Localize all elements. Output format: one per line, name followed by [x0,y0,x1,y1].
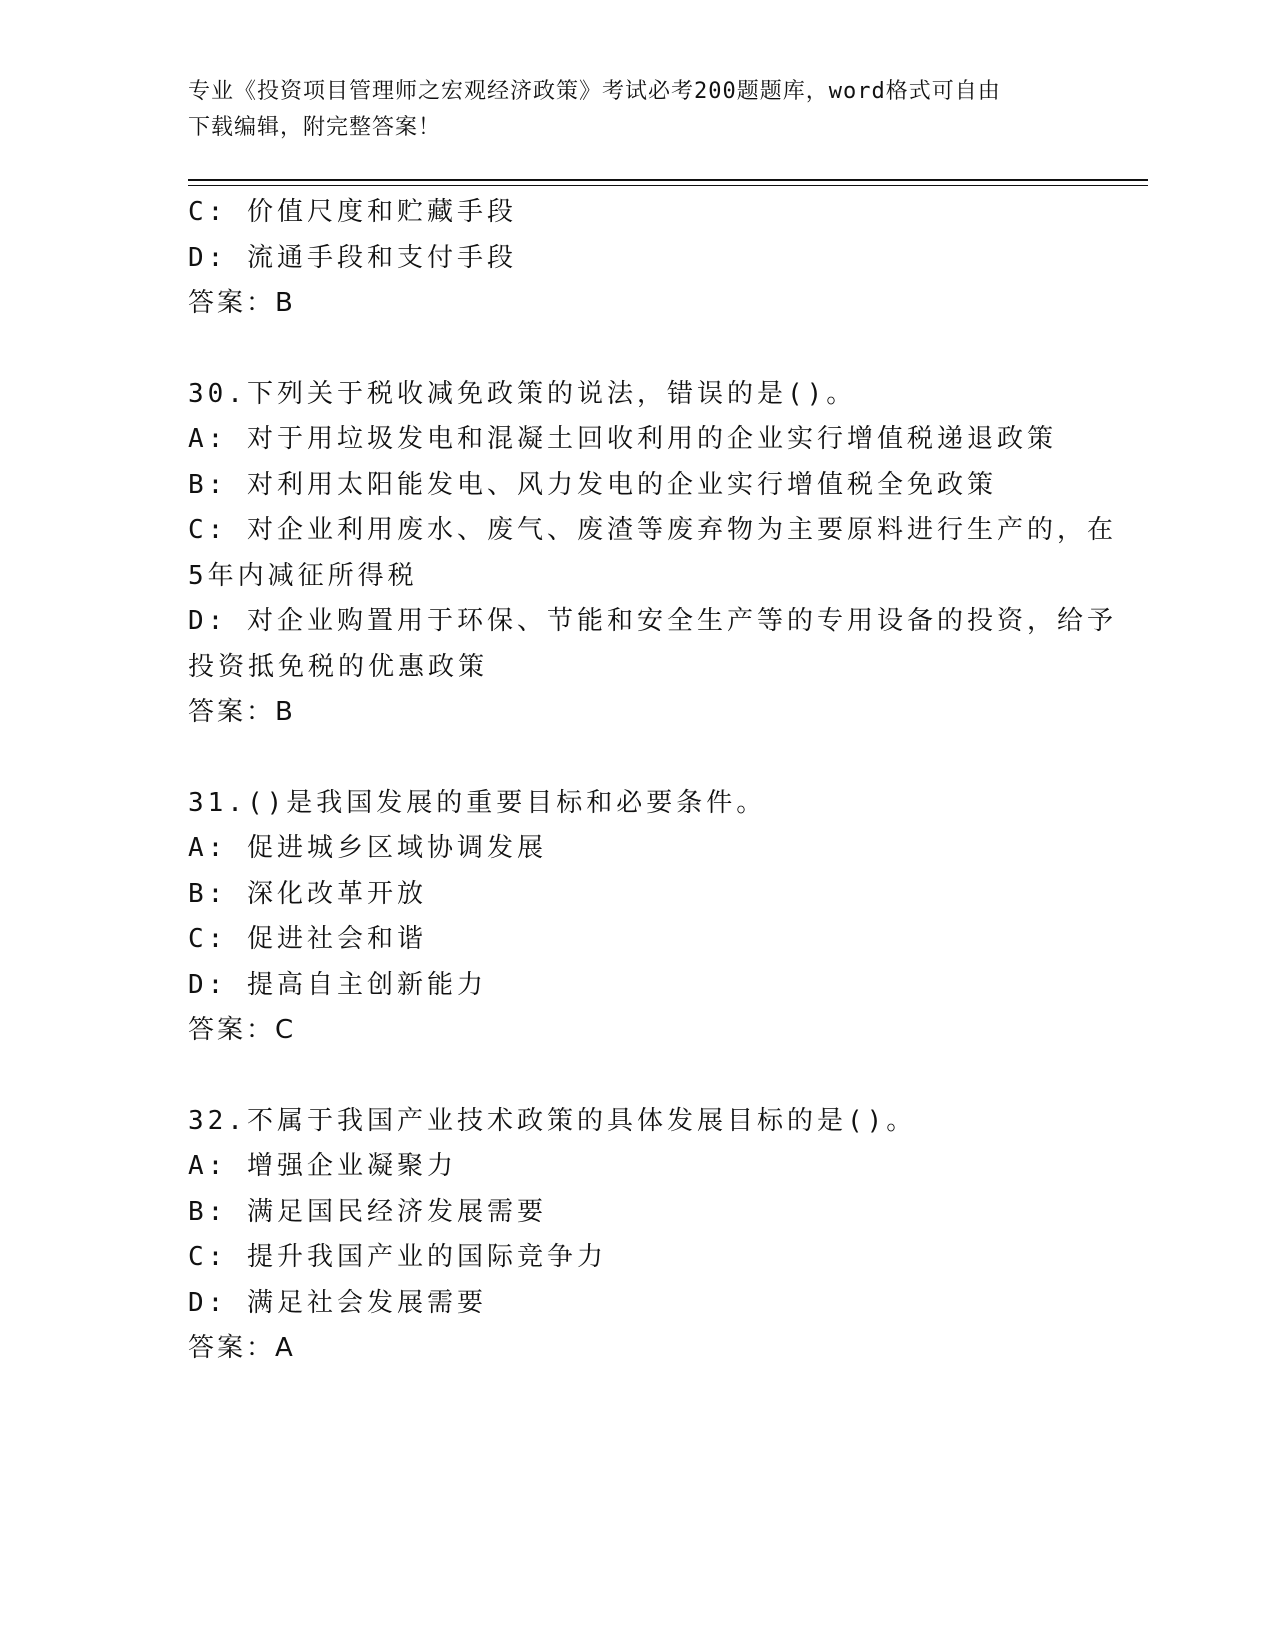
answer-line: 答案：B [188,697,296,727]
question-text: 30.下列关于税收减免政策的说法，错误的是()。 [188,378,857,409]
option-d-continued: 投资抵免税的优惠政策 [188,651,489,682]
option-c: C: 对企业利用废水、废气、废渣等废弃物为主要原料进行生产的，在 [188,515,1117,545]
option-c: C: 价值尺度和贮藏手段 [188,197,517,227]
option-b: B: 对利用太阳能发电、风力发电的企业实行增值税全免政策 [188,469,997,500]
header-title-line-1: 专业《投资项目管理师之宏观经济政策》考试必考200题题库，word格式可自由 [188,79,1001,104]
document-header [188,74,1088,146]
question-text: 31.()是我国发展的重要目标和必要条件。 [188,787,767,818]
spacer [188,327,1088,372]
spacer [188,736,1088,781]
answer-line: 答案：A [188,1333,296,1363]
option-a: A: 增强企业凝聚力 [188,1151,457,1181]
option-b: B: 满足国民经济发展需要 [188,1196,547,1227]
question-block-prev [188,190,1088,327]
header-title-line-2: 下载编辑，附完整答案！ [188,115,442,140]
question-list [188,190,1117,1372]
spacer [188,1054,1088,1099]
option-c: C: 促进社会和谐 [188,924,427,954]
question-block-30 [188,372,1117,736]
option-a: A: 对于用垃圾发电和混凝土回收利用的企业实行增值税递退政策 [188,424,1057,454]
question-text: 32.不属于我国产业技术政策的具体发展目标的是()。 [188,1105,917,1136]
option-a: A: 促进城乡区域协调发展 [188,833,547,863]
header-divider-thin [188,185,1148,186]
option-b: B: 深化改革开放 [188,878,427,909]
option-d: D: 提高自主创新能力 [188,969,487,1000]
header-divider-thick [188,179,1148,181]
option-d: D: 对企业购置用于环保、节能和安全生产等的专用设备的投资，给予 [188,606,1117,636]
option-d: D: 流通手段和支付手段 [188,242,517,273]
option-d: D: 满足社会发展需要 [188,1287,487,1318]
question-block-31 [188,781,1088,1054]
option-c: C: 提升我国产业的国际竞争力 [188,1242,607,1272]
question-block-32 [188,1099,1088,1372]
option-c-continued: 5年内减征所得税 [188,560,418,591]
answer-line: 答案：B [188,288,296,318]
answer-line: 答案：C [188,1015,297,1045]
